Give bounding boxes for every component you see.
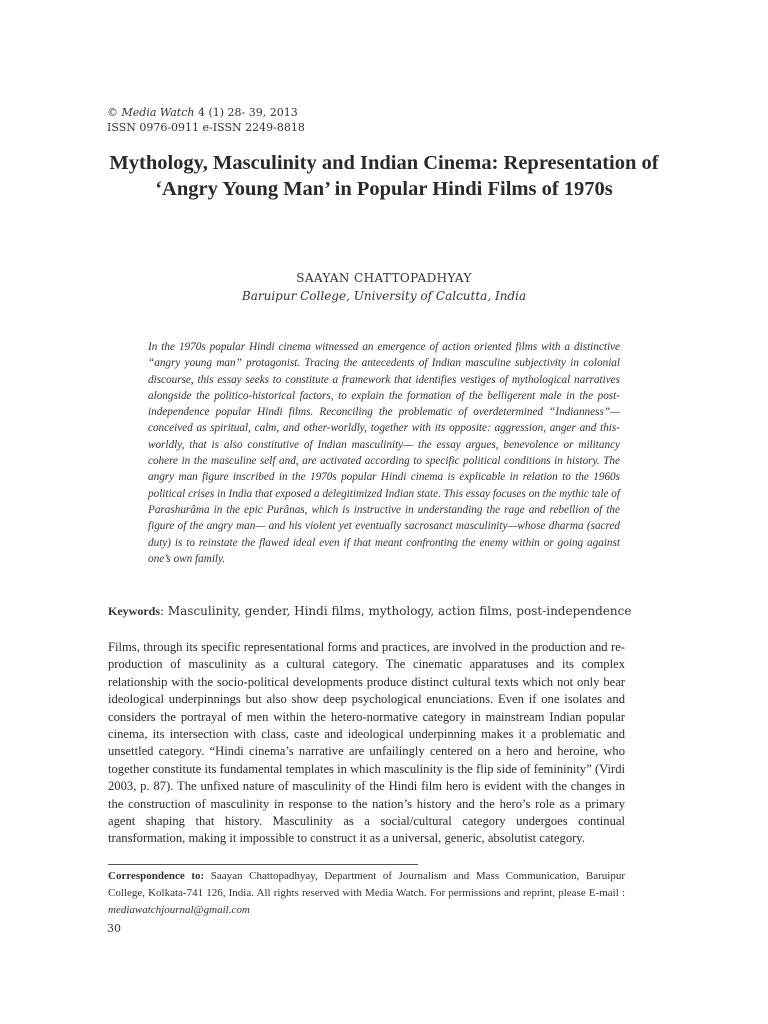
correspondence-text: Saayan Chattopadhyay, Department of Journalism and Mass Communication, Baruipur College, Kolkata-741 126, India. All rights reserved with Media Watch. For permissions and reprint, please E-mail : [108, 870, 625, 899]
abstract: In the 1970s popular Hindi cinema witnessed an emergence of action oriented films with a distinctive “angry young man” protagonist. Tracing the antecedents of Indian masculine subjectivity in colonial discourse, this essay seeks to constitute a framework that identifies vestiges of mythological narratives alongside the politico-historical factors, to explain the formation of the belligerent male in the post-independence popular Hindi films. Reconciling the problematic of overdetermined “Indianness”—conceived as spiritual, calm, and other-worldly, together with its opposite: aggression, anger and this-worldly, that is also constitutive of Indian masculinity— the essay argues, benevolence or militancy cohere in the masculine self and, are activated according to specific political conditions in history. The angry man figure inscribed in the 1970s popular Hindi cinema is explicable in relation to the 1960s political crises in India that exposed a delegitimized Indian state. This essay focuses on the mythic tale of Parashurâma in the epic Purânas, which is instructive in understanding the rage and rebellion of the figure of the angry man— and his violent yet eventually sacrosanct masculinity—whose dharma (sacred duty) is to reinstate the flawed ideal even if that meant confronting the enemy within or going against one’s own family. [148, 341, 620, 565]
paper-title: Mythology, Masculinity and Indian Cinema: Representation of ‘Angry Young Man’ in Popular Hindi Films of 1970s [109, 152, 659, 200]
keywords-text: : Masculinity, gender, Hindi films, mythology, action films, post-independence [160, 604, 632, 618]
correspondence-label: Correspondence to: [108, 870, 205, 882]
journal-name: Media Watch [121, 106, 195, 119]
correspondence-email[interactable]: mediawatchjournal@gmail.com [108, 904, 250, 916]
correspondence-footnote [108, 868, 625, 919]
journal-header [107, 105, 305, 135]
keywords-line [108, 603, 668, 619]
citation-line [107, 105, 305, 120]
issn-line: ISSN 0976-0911 e-ISSN 2249-8818 [107, 121, 305, 134]
page-number: 30 [107, 922, 121, 935]
body-paragraph: Films, through its specific representational forms and practices, are involved in the production and re-production of masculinity as a cultural category. The cinematic apparatuses and its complex relationship with the socio-political developments produce distinct cultural texts which not only bear ideological underpinnings but also show deep psychological enunciations. Even if one isolates and considers the portrayal of men within the hetero-normative category in mainstream Indian popular cinema, its intersection with class, caste and ideological underpinning makes it a problematic and unsettled category. “Hindi cinema’s narrative are unfailingly centered on a hero and heroine, who together constitute its fundamental templates in which masculinity is the flip side of femininity” (Virdi 2003, p. 87). The unfixed nature of masculinity of the Hindi film hero is evident with the changes in the construction of masculinity in response to the nation’s history and the hero’s role as a primary agent shaping that history. Masculinity as a social/cultural category undergoes continual transformation, making it impossible to construct it as a universal, generic, absolutist category. [108, 640, 625, 846]
footnote-divider [108, 864, 418, 865]
author-name: SAAYAN CHATTOPADHYAY [296, 271, 472, 285]
journal-citation: 4 (1) 28- 39, 2013 [197, 106, 298, 119]
keywords-label: Keywords [108, 604, 160, 618]
copyright-symbol: © [107, 106, 118, 119]
author-affiliation: Baruipur College, University of Calcutta, India [241, 289, 527, 303]
